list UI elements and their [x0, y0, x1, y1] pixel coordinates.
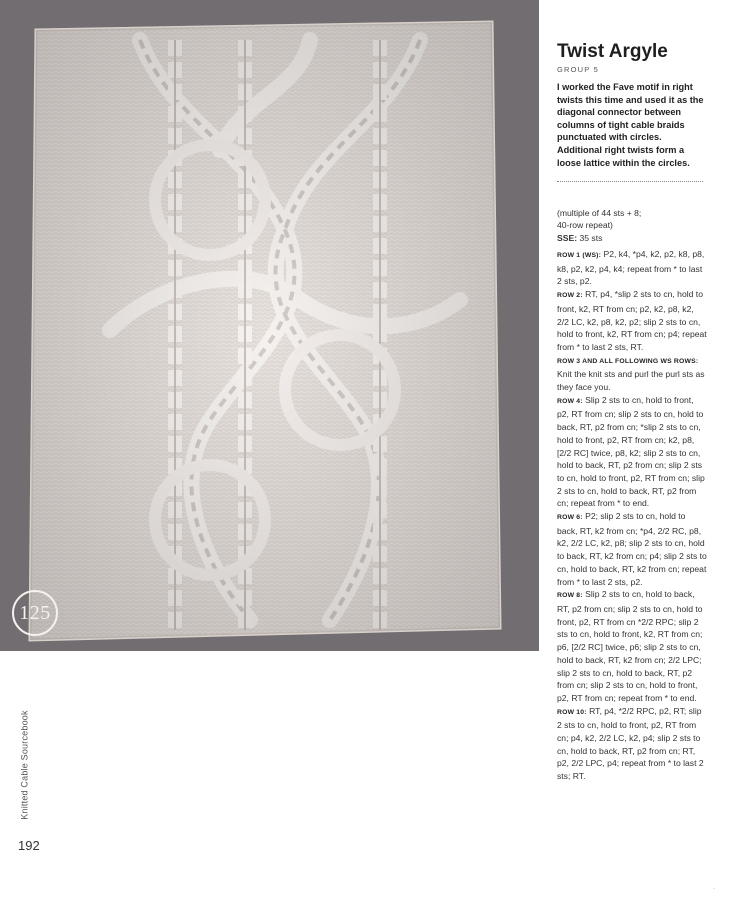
row-text: P2; slip 2 sts to cn, hold to back, RT, k2 from cn; *p4, 2/2 RC, p8, k2, 2/2 LC, k2, p8; slip 2 sts to cn, hold to back, RT, k2 from cn; p4; slip 2 sts to cn, hold to back, RT, k2 from cn; repeat from * to last 2 sts, p2. — [557, 511, 707, 587]
row-instruction — [557, 394, 707, 510]
row-text: RT, p4, *slip 2 sts to cn, hold to front, k2, RT from cn; p2, k2, p8, k2, 2/2 LC, k2, p8, k2, p2; slip 2 sts to cn, hold to front, k2, RT from cn; p4; repeat from * to last 2 sts, RT. — [557, 289, 707, 352]
pattern-meta — [557, 207, 707, 244]
row-label: ROW 1 (WS): — [557, 252, 602, 259]
row-text: RT, p4, *2/2 RPC, p2, RT; slip 2 sts to cn, hold to front, p2, RT from cn; p4, k2, 2/2 LC, k2, p4; slip 2 sts to cn, hold to back, RT, p2 from cn; RT, p2, 2/2 LPC, p4; repeat from * to last 2 sts; RT. — [557, 705, 704, 782]
row-instruction — [557, 588, 707, 704]
pattern-group: GROUP 5 — [557, 65, 600, 74]
pattern-intro: I worked the Fave motif in right twists this time and used it as the diagonal connector between columns of tight cable braids punctuated with circles. Additional right twists form a loose lattice within the circles. — [557, 82, 704, 168]
book-title: Knitted Cable Sourcebook — [20, 710, 30, 820]
row-instruction — [557, 354, 707, 394]
pattern-title: Twist Argyle — [557, 41, 668, 62]
row-instruction — [557, 510, 707, 588]
book-title-vertical — [18, 700, 32, 830]
repeat-text: 40-row repeat) — [557, 220, 613, 231]
pattern-number-badge: 125 — [12, 590, 58, 636]
sse-line — [557, 232, 707, 244]
row-label: ROW 8: — [557, 592, 583, 600]
row-text: Slip 2 sts to cn, hold to back, RT, p2 from cn; slip 2 sts to cn, hold to front, p2, RT from cn *2/2 RPC; slip 2 sts to cn, hold to front, k2, RT from cn; p6, [2/2 RC] twice, p6; slip 2 sts to cn, hold to back, RT, k2 from cn; 2/2 LPC; slip 2 sts to cn, hold to back, RT, p2 from cn; slip 2 sts to cn, hold to front, p2, RT from cn; repeat from * to end. — [557, 589, 703, 703]
multiple-text: (multiple of 44 sts + 8; — [557, 208, 642, 218]
divider — [557, 181, 703, 182]
sse-label: SSE: — [557, 232, 578, 243]
row-label: ROW 10: — [557, 708, 587, 716]
row-text: Slip 2 sts to cn, hold to front, p2, RT from cn; slip 2 sts to cn, hold to back, RT, p2 from cn; *slip 2 sts to cn, hold to front, p2, RT from cn; k2, p8, [2/2 RC] twice, p8, k2; slip 2 sts to cn, hold to back, RT, p2 from cn; slip 2 sts to cn, hold to front, p2, RT from cn; slip 2 sts to cn, hold to back, RT, p2 from cn; repeat from * to end. — [557, 394, 705, 509]
row-instructions — [557, 248, 707, 783]
page-number: 192 — [18, 838, 40, 853]
row-label: ROW 6: — [557, 514, 583, 522]
row-label: ROW 3 AND ALL FOLLOWING WS ROWS: — [557, 357, 699, 365]
row-text: P2, k4, *p4, k2, p2, k8, p8, k8, p2, k2, p4, k4; repeat from * to last 2 sts, p2. — [557, 249, 705, 287]
row-text: Knit the knit sts and purl the purl sts as they face you. — [557, 369, 705, 393]
row-label: ROW 4: — [557, 397, 583, 405]
row-instruction — [557, 288, 707, 354]
corner-mark: · — [713, 886, 715, 892]
pattern-header — [557, 40, 707, 182]
row-instruction — [557, 705, 707, 783]
row-label: ROW 2: — [557, 292, 583, 300]
sse-value: 35 sts — [579, 232, 603, 243]
row-instruction — [557, 248, 707, 288]
